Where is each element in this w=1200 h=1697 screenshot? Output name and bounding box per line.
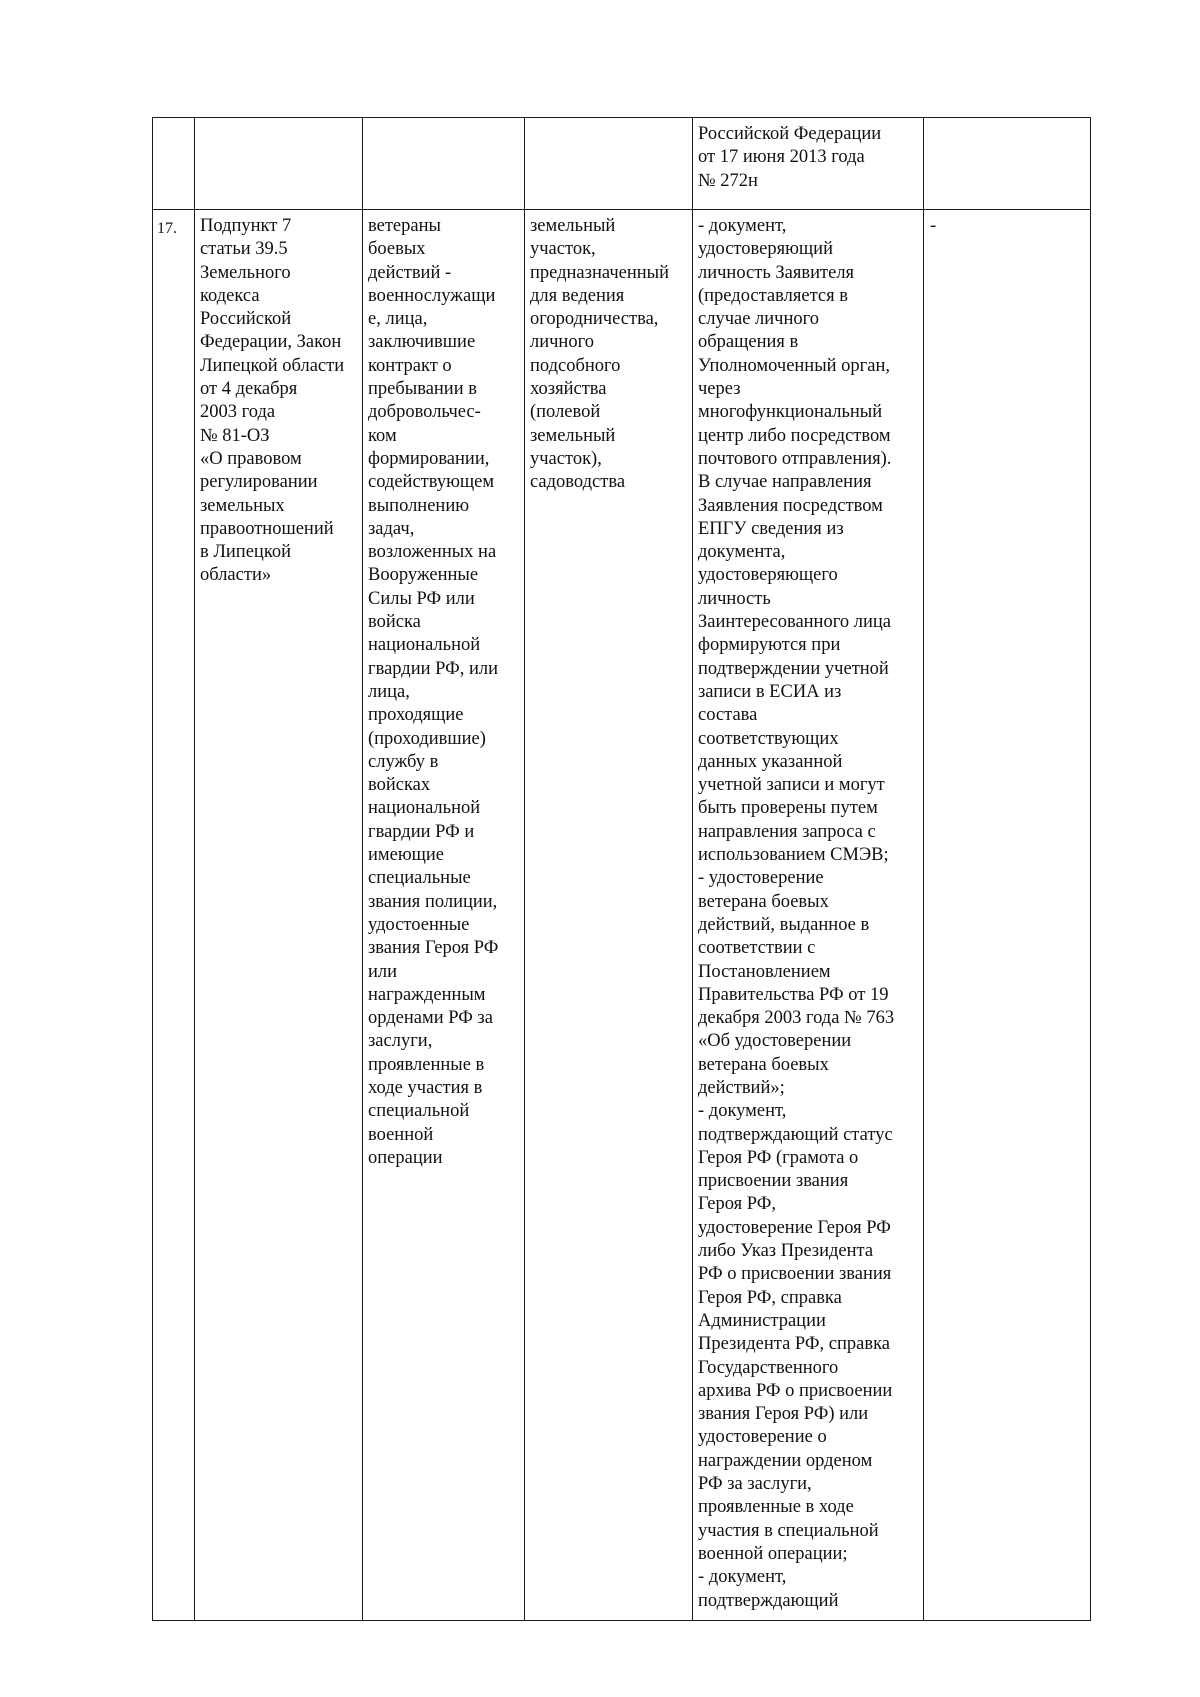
text-line: Российской Федерации	[698, 124, 882, 144]
text-line: Героя РФ (грамота о	[698, 1147, 859, 1168]
text-line: присвоении звания	[698, 1171, 849, 1192]
text-line: удостоверение о	[698, 1427, 827, 1448]
text-line: лица,	[368, 681, 410, 702]
text-line: заключившие	[368, 332, 476, 353]
text-line: либо Указ Президента	[698, 1241, 874, 1262]
cell-persons	[363, 210, 525, 1621]
text-line: участок),	[530, 448, 602, 469]
text-line: имеющие	[368, 845, 444, 866]
text-line: Героя РФ,	[698, 1194, 776, 1215]
text-line: земельный	[530, 425, 616, 446]
text-line: формировании,	[368, 448, 490, 469]
text-line: участок,	[530, 239, 596, 260]
text-line: личность	[698, 588, 771, 609]
text-line: пребывании в	[368, 379, 477, 400]
text-line: специальные	[368, 868, 471, 889]
persons-category-text	[363, 210, 524, 1170]
cell-land	[525, 210, 693, 1621]
table-row-17	[153, 210, 1091, 1621]
text-line: национальной	[368, 798, 481, 819]
text-line: регулировании	[200, 472, 318, 493]
text-line: войска	[368, 612, 421, 633]
cell-documents	[693, 210, 924, 1621]
cell-legal-basis	[195, 210, 363, 1621]
text-line: награждении орденом	[698, 1450, 873, 1471]
cell-legal-basis-empty	[195, 118, 363, 210]
text-line: ходе участия в	[368, 1077, 483, 1098]
text-line: звания Героя РФ	[368, 938, 499, 959]
text-line: выполнению	[368, 495, 470, 516]
text-line: от 17 июня 2013 года	[698, 147, 865, 168]
text-line: звания полиции,	[368, 891, 498, 912]
text-line: Подпункт 7	[200, 216, 292, 236]
text-line: е, лица,	[368, 309, 428, 330]
cell-row-number	[153, 210, 195, 1621]
text-line: правоотношений	[200, 518, 334, 539]
cell-number-empty	[153, 118, 195, 210]
text-line: гвардии РФ и	[368, 821, 475, 842]
text-line: декабря 2003 года № 763	[698, 1008, 895, 1029]
text-line: Российской	[200, 309, 292, 330]
text-line: предназначенный	[530, 262, 669, 283]
text-line: многофункциональный	[698, 402, 883, 423]
table-row-continuation	[153, 118, 1091, 210]
text-line: учетной записи и могут	[698, 775, 885, 796]
cell-last	[924, 210, 1091, 1621]
legal-basis-text	[195, 210, 362, 588]
text-line: (полевой	[530, 402, 601, 423]
text-line: или	[368, 961, 398, 982]
text-line: операции	[368, 1147, 443, 1168]
text-line: центр либо посредством	[698, 425, 891, 446]
text-line: садоводства	[530, 472, 626, 493]
text-line: состава	[698, 705, 758, 726]
text-line: Заявления посредством	[698, 495, 883, 516]
text-line: участия в специальной	[698, 1520, 879, 1541]
text-line: действий -	[368, 262, 452, 283]
text-line: удостоенные	[368, 914, 470, 935]
text-line: Государственного	[698, 1357, 839, 1378]
text-line: соответствующих	[698, 728, 839, 749]
text-line: контракт о	[368, 355, 452, 376]
text-line: войсках	[368, 775, 431, 796]
cell-persons-empty	[363, 118, 525, 210]
cell-documents-continuation	[693, 118, 924, 210]
text-line: (предоставляется в	[698, 285, 848, 306]
text-line: действий, выданное в	[698, 914, 870, 935]
text-line: от 4 декабря	[200, 379, 298, 400]
last-column-dash: -	[930, 216, 937, 236]
text-line: содействующем	[368, 472, 495, 493]
land-purpose-text	[525, 210, 692, 495]
text-line: подтверждающий	[698, 1590, 839, 1611]
text-line: военнослужащи	[368, 285, 496, 306]
text-line: звания Героя РФ) или	[698, 1404, 869, 1425]
text-line: земельных	[200, 495, 285, 516]
text-line: Вооруженные	[368, 565, 479, 586]
text-line: Земельного	[200, 262, 291, 283]
text-line: соответствии с	[698, 938, 816, 959]
text-line: Уполномоченный орган,	[698, 355, 890, 376]
services-table	[152, 117, 1091, 1621]
text-line: № 272н	[698, 170, 758, 191]
text-line: для ведения	[530, 285, 625, 306]
text-line: Липецкой области	[200, 355, 345, 376]
text-line: военной операции;	[698, 1543, 848, 1564]
text-line: документа,	[698, 542, 786, 563]
text-line: ком	[368, 425, 397, 446]
text-line: проявленные в	[368, 1054, 485, 1075]
cell-land-empty	[525, 118, 693, 210]
text-line: удостоверение Героя РФ	[698, 1217, 891, 1238]
text-line: данных указанной	[698, 751, 843, 772]
text-line: подтверждении учетной	[698, 658, 889, 679]
text-line: статьи 39.5	[200, 239, 288, 260]
text-line: архива РФ о присвоении	[698, 1380, 893, 1401]
text-line: военной	[368, 1124, 434, 1145]
text-line: действий»;	[698, 1077, 785, 1098]
text-line: кодекса	[200, 285, 260, 306]
text-line: ветерана боевых	[698, 891, 829, 912]
text-line: почтового отправления).	[698, 448, 892, 469]
text-line: хозяйства	[530, 379, 607, 400]
text-line: ветерана боевых	[698, 1054, 829, 1075]
text-line: случае личного	[698, 309, 820, 330]
text-line: заслуги,	[368, 1031, 433, 1052]
text-line: ЕПГУ сведения из	[698, 518, 844, 539]
text-line: удостоверяющего	[698, 565, 838, 586]
text-line: Заинтересованного лица	[698, 612, 891, 633]
row-number: 17.	[157, 220, 177, 237]
text-line: Правительства РФ от 19	[698, 984, 889, 1005]
text-line: личного	[530, 332, 594, 353]
text-line: Федерации, Закон	[200, 332, 342, 353]
text-line: Президента РФ, справка	[698, 1334, 890, 1355]
text-line: задач,	[368, 518, 415, 539]
text-line: Силы РФ или	[368, 588, 475, 609]
text-line: возложенных на	[368, 542, 497, 563]
text-line: РФ за заслуги,	[698, 1474, 812, 1495]
text-line: - документ,	[698, 1101, 787, 1122]
text-line: огородничества,	[530, 309, 659, 330]
cell-last-empty	[924, 118, 1091, 210]
text-line: - документ,	[698, 1567, 787, 1588]
text-line: подсобного	[530, 355, 621, 376]
text-line: Постановлением	[698, 961, 831, 982]
text-line: проходящие	[368, 705, 464, 726]
text-line: боевых	[368, 239, 426, 260]
text-line: 2003 года	[200, 402, 276, 423]
documents-continuation-text	[693, 118, 923, 193]
text-line: ветераны	[368, 216, 441, 236]
text-line: записи в ЕСИА из	[698, 681, 842, 702]
text-line: специальной	[368, 1101, 470, 1122]
text-line: земельный	[530, 216, 616, 236]
text-line: добровольчес-	[368, 402, 481, 423]
text-line: «О правовом	[200, 448, 302, 469]
text-line: области»	[200, 565, 272, 586]
text-line: формируются при	[698, 635, 841, 656]
text-line: № 81-ОЗ	[200, 425, 270, 446]
text-line: «Об удостоверении	[698, 1031, 852, 1052]
text-line: орденами РФ за	[368, 1008, 493, 1029]
text-line: направления запроса с	[698, 821, 876, 842]
text-line: - документ,	[698, 216, 787, 236]
text-line: В случае направления	[698, 472, 872, 493]
text-line: (проходившие)	[368, 728, 486, 749]
text-line: обращения в	[698, 332, 799, 353]
text-line: Героя РФ, справка	[698, 1287, 842, 1308]
text-line: гвардии РФ, или	[368, 658, 499, 679]
text-line: быть проверены путем	[698, 798, 878, 819]
text-line: РФ о присвоении звания	[698, 1264, 892, 1285]
text-line: удостоверяющий	[698, 239, 833, 260]
text-line: награжденным	[368, 984, 486, 1005]
text-line: Администрации	[698, 1310, 826, 1331]
text-line: в Липецкой	[200, 542, 292, 563]
text-line: - удостоверение	[698, 868, 824, 889]
text-line: проявленные в ходе	[698, 1497, 854, 1518]
text-line: службу в	[368, 751, 439, 772]
text-line: национальной	[368, 635, 481, 656]
text-line: личность Заявителя	[698, 262, 855, 283]
text-line: подтверждающий статус	[698, 1124, 893, 1145]
text-line: через	[698, 379, 741, 400]
documents-list-text	[693, 210, 923, 1613]
text-line: использованием СМЭВ;	[698, 845, 889, 866]
